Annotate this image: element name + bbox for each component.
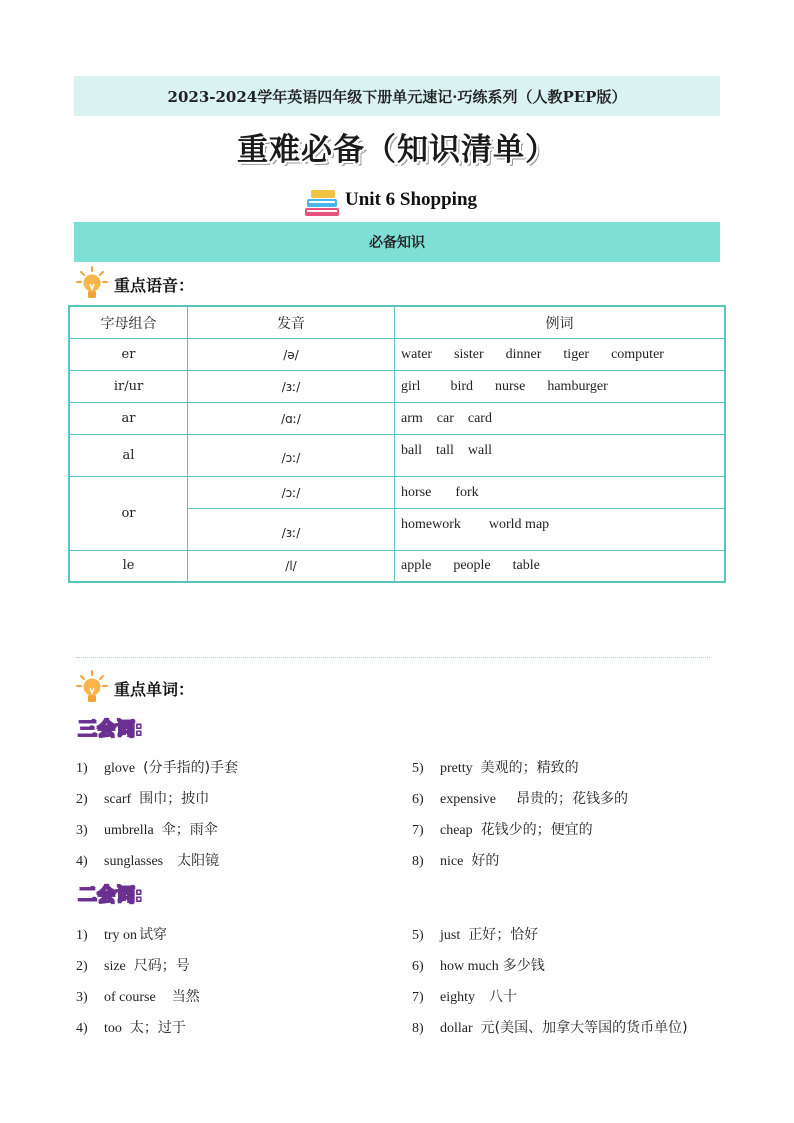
- level-three-label: 三会词:: [78, 718, 143, 740]
- example-word: car: [436, 410, 454, 426]
- english-word: try on: [104, 928, 138, 943]
- combo-cell: al: [69, 435, 188, 477]
- words-cell: [395, 371, 726, 403]
- page-title: 重难必备（知识清单）: [237, 132, 557, 168]
- item-number: 8): [412, 854, 424, 869]
- english-word: eighty: [440, 990, 475, 1005]
- item-number: 6): [412, 959, 424, 974]
- column-header: 发音: [188, 306, 395, 339]
- chinese-meaning: (分手指的)手套: [143, 760, 239, 776]
- english-word: sunglasses: [104, 854, 164, 869]
- english-word: scarf: [104, 792, 132, 807]
- vocab-heading: [76, 670, 194, 706]
- sound-cell: /ɔː/: [188, 435, 395, 477]
- lightbulb-icon: [76, 670, 108, 706]
- phonics-heading-text: 重点语音：: [114, 275, 195, 295]
- chinese-meaning: 花钱少的；便宜的: [480, 822, 593, 838]
- item-number: 4): [76, 1021, 88, 1036]
- chinese-meaning: 围巾；披巾: [139, 791, 210, 807]
- english-word: expensive: [440, 792, 496, 807]
- section-bar: [74, 222, 720, 262]
- combo-cell: le: [69, 551, 188, 582]
- chinese-meaning: 当然: [171, 989, 200, 1005]
- sound-cell: /ə/: [188, 339, 395, 371]
- chinese-meaning: 尺码；号: [133, 958, 190, 974]
- sound-cell: /ɑː/: [188, 403, 395, 435]
- chinese-meaning: 太阳镜: [177, 853, 220, 869]
- level-two-label: 二会词:: [78, 884, 143, 906]
- words-cell: [395, 339, 726, 371]
- column-header: 例词: [395, 306, 726, 339]
- english-word: cheap: [440, 823, 473, 838]
- item-number: 6): [412, 792, 424, 807]
- vocab-item: [412, 819, 593, 839]
- sound-cell: /ɜː/: [188, 509, 395, 551]
- example-word: computer: [611, 346, 664, 362]
- combo-cell: or: [69, 477, 188, 551]
- chinese-meaning: 八十: [489, 989, 517, 1005]
- example-word: world map: [488, 517, 550, 532]
- example-word: wall: [467, 443, 492, 458]
- words-cell: [395, 509, 726, 551]
- english-word: glove: [104, 761, 136, 776]
- english-word: dollar: [440, 1021, 473, 1036]
- combo-cell: er: [69, 339, 188, 371]
- vocab-item: [412, 924, 538, 944]
- example-word: bird: [450, 378, 474, 394]
- example-word: apple: [401, 557, 432, 573]
- item-number: 3): [76, 823, 88, 838]
- table-row: [69, 551, 725, 582]
- chinese-meaning: 好的: [471, 853, 500, 869]
- example-word: ball: [401, 443, 422, 458]
- vocab-item: [412, 788, 628, 808]
- example-word: water: [401, 346, 433, 362]
- english-word: umbrella: [104, 823, 154, 838]
- example-word: arm: [401, 410, 423, 426]
- section-label: 必备知识: [369, 235, 425, 251]
- vocab-item: [412, 850, 499, 870]
- item-number: 1): [76, 761, 88, 776]
- vocab-item: [76, 955, 190, 975]
- words-cell: [395, 403, 726, 435]
- sound-cell: /ɜː/: [188, 371, 395, 403]
- item-number: 2): [76, 792, 88, 807]
- vocab-item: [76, 819, 218, 839]
- item-number: 5): [412, 761, 424, 776]
- table-row: [69, 403, 725, 435]
- vocab-item: [412, 1017, 688, 1037]
- vocab-heading-text: 重点单词：: [114, 679, 195, 699]
- table-row: [69, 371, 725, 403]
- item-number: 3): [76, 990, 88, 1005]
- vocab-item: [412, 757, 579, 777]
- example-word: horse: [401, 484, 432, 500]
- english-word: just: [440, 928, 461, 943]
- unit-title: Unit 6 Shopping: [345, 189, 478, 210]
- phonics-table: [68, 305, 726, 583]
- item-number: 5): [412, 928, 424, 943]
- chinese-meaning: 美观的；精致的: [480, 760, 579, 776]
- example-word: dinner: [505, 346, 542, 362]
- vocab-item: [412, 986, 517, 1006]
- column-header: 字母组合: [69, 306, 188, 339]
- example-word: people: [453, 557, 491, 573]
- english-word: nice: [440, 854, 464, 869]
- item-number: 1): [76, 928, 88, 943]
- chinese-meaning: 试穿: [139, 927, 168, 943]
- vocab-item: [76, 757, 238, 777]
- vocab-item: [76, 788, 209, 808]
- example-word: sister: [454, 346, 484, 362]
- chinese-meaning: 元(美国、加拿大等国的货币单位): [480, 1020, 688, 1036]
- table-row: [69, 435, 725, 477]
- vocab-item: [412, 955, 545, 975]
- sound-cell: /l/: [188, 551, 395, 582]
- english-word: pretty: [440, 761, 473, 776]
- example-word: fork: [455, 484, 479, 500]
- example-word: card: [467, 410, 492, 426]
- chinese-meaning: 太；过于: [129, 1020, 186, 1036]
- item-number: 8): [412, 1021, 424, 1036]
- chinese-meaning: 伞；雨伞: [161, 822, 218, 838]
- vocab-item: [76, 924, 167, 944]
- item-number: 2): [76, 959, 88, 974]
- example-word: tall: [436, 443, 454, 458]
- phonics-heading: [76, 266, 194, 302]
- banner-text: 2023-2024学年英语四年级下册单元速记·巧练系列（人教PEP版）: [167, 87, 627, 106]
- table-row: [69, 339, 725, 371]
- table-row: [69, 477, 725, 509]
- example-word: table: [512, 557, 540, 573]
- vocab-item: [76, 1017, 186, 1037]
- words-cell: [395, 435, 726, 477]
- top-banner: [74, 76, 720, 116]
- example-word: nurse: [495, 378, 526, 394]
- item-number: 7): [412, 990, 424, 1005]
- item-number: 7): [412, 823, 424, 838]
- words-cell: [395, 477, 726, 509]
- vocab-item: [76, 986, 200, 1006]
- item-number: 4): [76, 854, 88, 869]
- example-word: girl: [401, 378, 421, 394]
- combo-cell: ar: [69, 403, 188, 435]
- sound-cell: /ɔː/: [188, 477, 395, 509]
- chinese-meaning: 正好；恰好: [468, 927, 539, 943]
- lightbulb-icon: [76, 266, 108, 302]
- example-word: hamburger: [547, 378, 608, 394]
- chinese-meaning: 昂贵的；花钱多的: [515, 791, 628, 807]
- english-word: of course: [104, 990, 156, 1005]
- example-word: tiger: [563, 346, 590, 362]
- books-icon: [303, 182, 341, 218]
- english-word: too: [104, 1021, 122, 1036]
- english-word: how much: [440, 959, 499, 974]
- combo-cell: ir/ur: [69, 371, 188, 403]
- words-cell: [395, 551, 726, 582]
- table-header-row: [69, 306, 725, 339]
- chinese-meaning: 多少钱: [502, 958, 545, 974]
- divider: [76, 657, 710, 658]
- vocab-item: [76, 850, 219, 870]
- unit-heading: [303, 182, 477, 218]
- example-word: homework: [401, 517, 461, 532]
- english-word: size: [104, 959, 126, 974]
